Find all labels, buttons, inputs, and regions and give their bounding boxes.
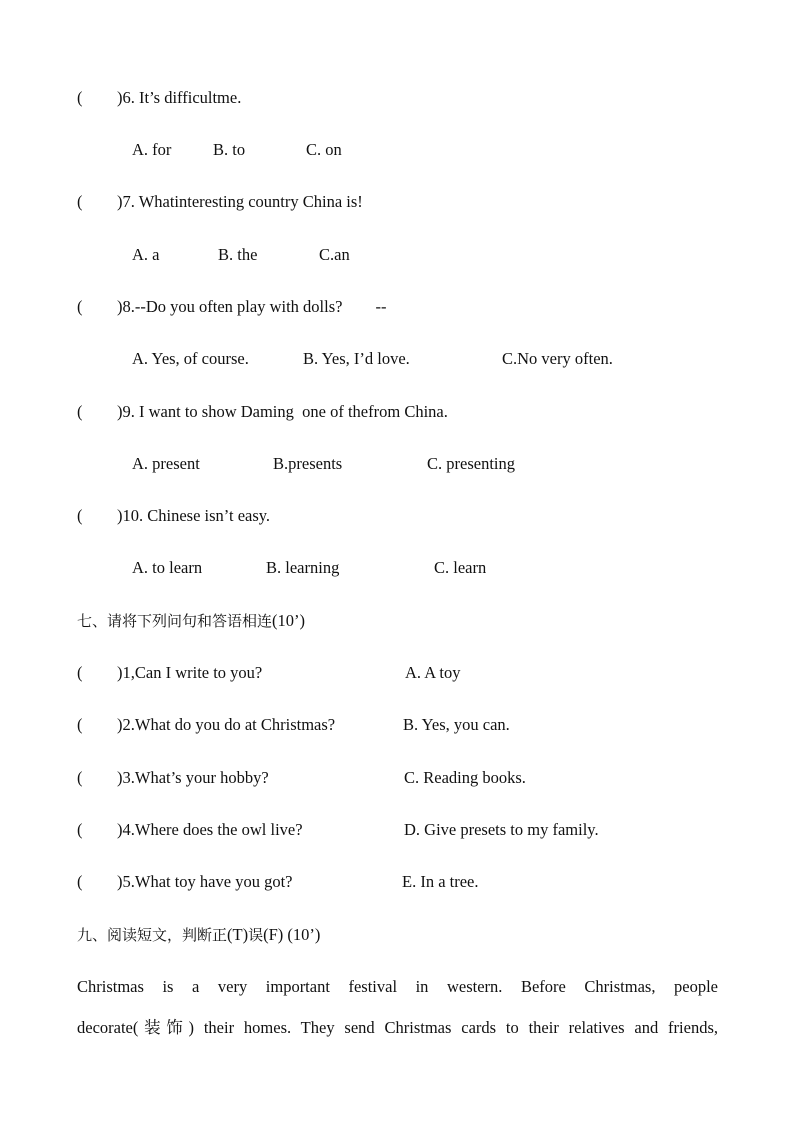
question-8 (77, 297, 386, 317)
match-question: )2.What do you do at Christmas? (117, 715, 336, 734)
passage-line-2: decorate(装饰) their homes. They send Christmas cards to their relatives and friends, (77, 1018, 718, 1037)
answer-blank[interactable]: ( (77, 88, 83, 107)
option-c: C. presenting (427, 454, 515, 473)
match-answer-c: C. Reading books. (404, 768, 526, 787)
question-stem: )7. Whatinteresting country China is! (117, 192, 363, 211)
answer-blank[interactable]: ( (77, 402, 83, 421)
option-b: B. to (213, 140, 246, 159)
match-answer-e: E. In a tree. (402, 872, 479, 891)
option-b: B. the (218, 245, 258, 264)
option-a: A. for (132, 140, 172, 159)
answer-blank[interactable]: ( (77, 715, 83, 734)
option-a: A. Yes, of course. (132, 349, 249, 368)
reading-passage (77, 966, 718, 1048)
option-b: B. Yes, I’d love. (303, 349, 410, 368)
section-9-heading (77, 925, 320, 945)
question-stem: )6. It’s difficultme. (117, 88, 242, 107)
option-c: C.No very often. (502, 349, 613, 368)
question-10 (77, 506, 270, 526)
question-stem: )10. Chinese isn’t easy. (117, 506, 271, 525)
match-row-4 (77, 820, 303, 840)
option-a: A. present (132, 454, 200, 473)
option-a: A. to learn (132, 558, 203, 577)
match-question: )3.What’s your hobby? (117, 768, 269, 787)
option-c: C. learn (434, 558, 487, 577)
match-row-2 (77, 715, 335, 735)
answer-blank[interactable]: ( (77, 820, 83, 839)
answer-blank[interactable]: ( (77, 506, 83, 525)
question-stem: )8.--Do you often play with dolls? -- (117, 297, 387, 316)
section-7-score: (10’) (272, 611, 305, 630)
section-7-title: 七、请将下列问句和答语相连 (77, 612, 273, 630)
answer-blank[interactable]: ( (77, 872, 83, 891)
option-b: B. learning (266, 558, 340, 577)
match-question: )1,Can I write to you? (117, 663, 263, 682)
option-c: C.an (319, 245, 350, 264)
question-stem: )9. I want to show Daming one of thefrom China. (117, 402, 448, 421)
match-answer-b: B. Yes, you can. (403, 715, 510, 734)
answer-blank[interactable]: ( (77, 192, 83, 211)
section-9-false-marker: (F) (10’) (263, 925, 321, 944)
option-c: C. on (306, 140, 342, 159)
answer-blank[interactable]: ( (77, 663, 83, 682)
match-row-3 (77, 768, 269, 788)
question-6 (77, 88, 241, 108)
match-question: )4.Where does the owl live? (117, 820, 303, 839)
option-a: A. a (132, 245, 160, 264)
match-row-5 (77, 872, 293, 892)
match-question: )5.What toy have you got? (117, 872, 293, 891)
match-answer-a: A. A toy (405, 663, 461, 682)
question-9 (77, 402, 448, 422)
section-9-title: 九、阅读短文，判断正 (77, 926, 228, 944)
section-9-true-marker: (T) (227, 925, 249, 944)
question-7 (77, 192, 363, 212)
match-answer-d: D. Give presets to my family. (404, 820, 599, 839)
answer-blank[interactable]: ( (77, 768, 83, 787)
section-9-title-mid: 误 (248, 926, 264, 944)
match-row-1 (77, 663, 262, 683)
passage-line-1: Christmas is a very important festival in western. Before Christmas, people (77, 977, 718, 996)
answer-blank[interactable]: ( (77, 297, 83, 316)
option-b: B.presents (273, 454, 343, 473)
section-7-heading (77, 611, 305, 631)
